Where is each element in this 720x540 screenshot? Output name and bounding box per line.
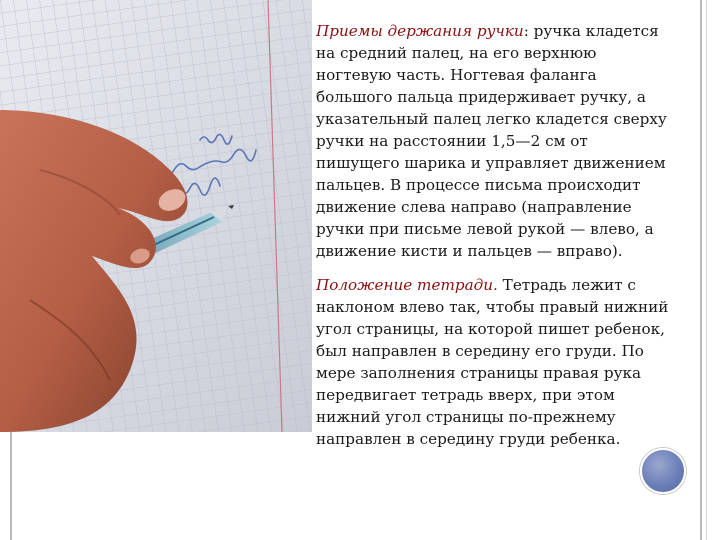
paragraph-notebook-position (316, 274, 672, 450)
frame-line-right (700, 0, 702, 540)
heading-pen-holding: Приемы держания ручки (316, 22, 524, 40)
slide-text (316, 20, 672, 450)
heading-notebook-position: Положение тетради. (316, 276, 498, 294)
decorative-circle (640, 448, 686, 494)
text-notebook-position: Тетрадь лежит с наклоном влево так, чтобы правый нижний угол страницы, на которой пишет ребенок, был направлен в середину его груди. По мере заполнения страницы правая рука передвигает тетрадь вверх, при этом нижний угол страницы по-прежнему направлен в середину груди ребенка. (316, 276, 669, 448)
text-pen-holding: : ручка кладется на средний палец, на его верхнюю ногтевую часть. Ногтевая фаланга большого пальца придерживает ручку, а указательный палец легко кладется сверху ручки на расстоянии 1,5—2 см от пишущего шарика и управляет движением пальцев. В процессе письма происходит движение слева направо (направление ручки при письме левой рукой — влево, а движение кисти и пальцев — вправо). (316, 22, 667, 260)
paragraph-pen-holding (316, 20, 672, 262)
frame-line-right-thin (706, 0, 707, 540)
handwriting-photo (0, 0, 312, 432)
